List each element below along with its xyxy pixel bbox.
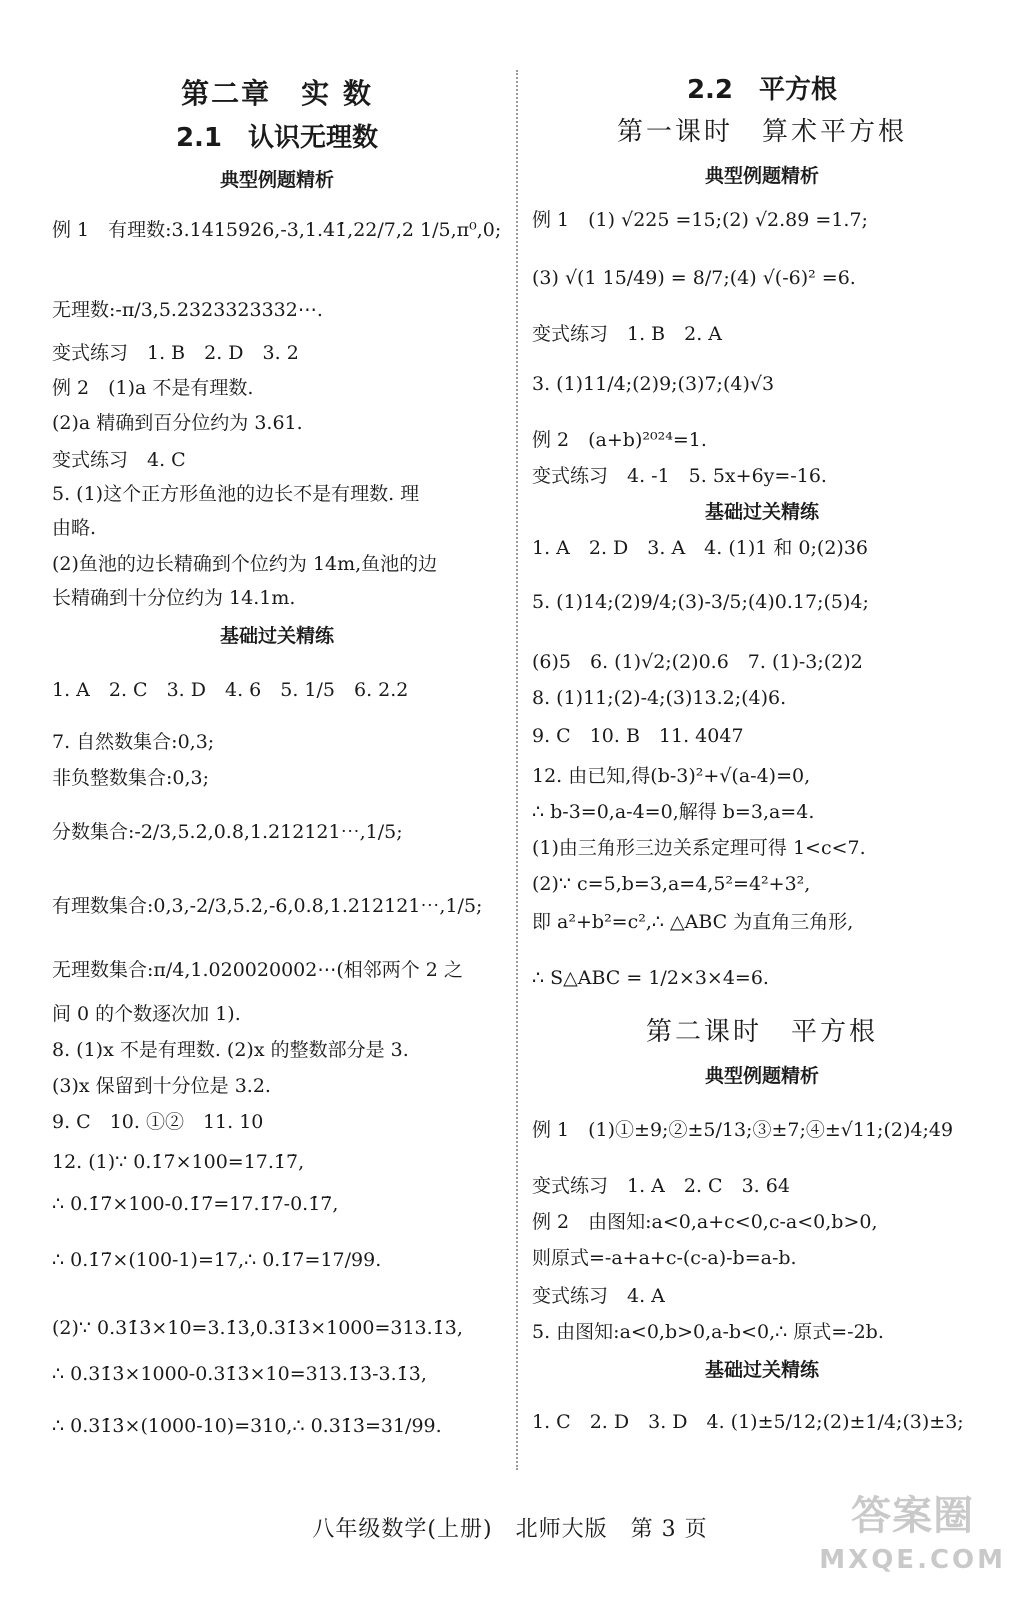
answer-line: 有理数集合:0,3,-2/3,5.2̇,-6,0.8,1.212121⋯,1/5; <box>52 895 483 917</box>
answer-line: 例 1 有理数:3.1415926,-3,1.41̇,22/7,2 1/5,π⁰,0; <box>52 219 502 241</box>
heading-typical-examples: 典型例题精析 <box>704 1065 819 1087</box>
heading-basic-practice: 基础过关精练 <box>704 501 819 523</box>
heading-typical-examples: 典型例题精析 <box>704 165 819 187</box>
heading-typical-examples: 典型例题精析 <box>219 169 334 191</box>
answer-line: (3) √(1 15/49) = 8/7;(4) √(-6)² =6. <box>532 267 856 289</box>
answer-line: 间 0 的个数逐次加 1). <box>52 1003 241 1025</box>
variant-practice-line: 变式练习 1. B 2. D 3. 2 <box>52 342 299 364</box>
answer-line: 9. C 10. B 11. 4047 <box>532 725 744 747</box>
answer-line: 1. C 2. D 3. D 4. (1)±5/12;(2)±1/4;(3)±3; <box>532 1411 964 1433</box>
section-title-2-1: 2.1 认识无理数 <box>175 123 379 153</box>
answer-line: (2)∵ c=5,b=3,a=4,5²=4²+3², <box>532 873 811 895</box>
answer-line: 例 2 (1)a 不是有理数. <box>52 377 254 399</box>
answer-line: 12. (1)∵ 0.1̇7̇×100=17.1̇7̇, <box>52 1151 305 1173</box>
answer-line: ∴ b-3=0,a-4=0,解得 b=3,a=4. <box>532 801 815 823</box>
lesson-2-title: 第二课时 平方根 <box>645 1017 878 1047</box>
answer-line: 无理数:-π/3,5.2323323332⋯. <box>52 299 323 321</box>
answer-line: 由略. <box>52 517 97 539</box>
watermark-logo <box>819 1494 1006 1582</box>
answer-line: 8. (1)11;(2)-4;(3)13.2;(4)6. <box>532 687 787 709</box>
answer-line: 分数集合:-2/3,5.2̇,0.8,1.212121⋯,1/5; <box>52 821 403 843</box>
answer-line: 5. (1)14;(2)9/4;(3)-3/5;(4)0.17;(5)4; <box>532 591 869 613</box>
watermark-text: 答案圈 <box>851 1493 975 1539</box>
answer-line: 1. A 2. D 3. A 4. (1)1 和 0;(2)36 <box>532 537 869 559</box>
column-divider <box>516 70 518 1470</box>
answer-line: ∴ 0.1̇7̇×100-0.1̇7̇=17.1̇7̇-0.1̇7̇, <box>52 1193 339 1215</box>
page-footer: 八年级数学(上册) 北师大版 第 3 页 <box>312 1517 708 1542</box>
answer-line: 3. (1)11/4;(2)9;(3)7;(4)√3 <box>532 373 775 395</box>
answer-line: ∴ 0.1̇7̇×(100-1)=17,∴ 0.1̇7̇=17/99. <box>52 1249 382 1271</box>
answer-line: 7. 自然数集合:0,3; <box>52 731 215 753</box>
variant-practice-line: 变式练习 4. -1 5. 5x+6y=-16. <box>532 465 827 487</box>
variant-practice-line: 变式练习 1. B 2. A <box>532 323 723 345</box>
answer-line: (2)鱼池的边长精确到个位约为 14m,鱼池的边 <box>52 553 438 575</box>
variant-practice-line: 变式练习 1. A 2. C 3. 64 <box>532 1175 790 1197</box>
answer-line: 无理数集合:π/4,1.020020002⋯(相邻两个 2 之 <box>52 959 463 981</box>
answer-line: ∴ S△ABC = 1/2×3×4=6. <box>532 967 769 989</box>
answer-line: (1)由三角形三边关系定理可得 1<c<7. <box>532 837 866 859</box>
section-title-2-2: 2.2 平方根 <box>686 75 838 105</box>
answer-line: (2)∵ 0.31̇3̇×10=3.1̇3̇,0.31̇3̇×1000=313.1̇3̇, <box>52 1317 463 1339</box>
answer-line: 例 2 (a+b)²⁰²⁴=1. <box>532 429 707 451</box>
answer-line: 则原式=-a+a+c-(c-a)-b=a-b. <box>532 1247 797 1269</box>
heading-basic-practice: 基础过关精练 <box>704 1359 819 1381</box>
variant-practice-line: 变式练习 4. C <box>52 449 186 471</box>
answer-line: 5. 由图知:a<0,b>0,a-b<0,∴ 原式=-2b. <box>532 1321 884 1343</box>
answer-line: 例 1 (1)①±9;②±5/13;③±7;④±√11;(2)4;49 <box>532 1119 954 1141</box>
answer-line: 即 a²+b²=c²,∴ △ABC 为直角三角形, <box>532 911 854 933</box>
variant-practice-line: 变式练习 4. A <box>532 1285 665 1307</box>
answer-line: (3)x 保留到十分位是 3.2. <box>52 1075 271 1097</box>
watermark-url: MXQE.COM <box>819 1545 1006 1575</box>
lesson-1-title: 第一课时 算术平方根 <box>616 117 907 147</box>
answer-line: (2)a 精确到百分位约为 3.61. <box>52 412 303 434</box>
answer-line: 12. 由已知,得(b-3)²+√(a-4)=0, <box>532 765 811 787</box>
answer-line: (6)5 6. (1)√2;(2)0.6 7. (1)-3;(2)2 <box>532 651 863 673</box>
answer-line: 例 2 由图知:a<0,a+c<0,c-a<0,b>0, <box>532 1211 878 1233</box>
answer-line: 5. (1)这个正方形鱼池的边长不是有理数. 理 <box>52 483 420 505</box>
answer-line: 1. A 2. C 3. D 4. 6 5. 1/5 6. 2.2 <box>52 679 409 701</box>
answer-line: 非负整数集合:0,3; <box>52 767 210 789</box>
heading-basic-practice: 基础过关精练 <box>219 625 334 647</box>
answer-line: 例 1 (1) √225 =15;(2) √2.89 =1.7; <box>532 209 868 231</box>
answer-line: 9. C 10. ①② 11. 10 <box>52 1111 264 1133</box>
answer-line: 长精确到十分位约为 14.1m. <box>52 587 296 609</box>
chapter-title: 第二章 实 数 <box>181 77 373 110</box>
answer-line: 8. (1)x 不是有理数. (2)x 的整数部分是 3. <box>52 1039 409 1061</box>
answer-line: ∴ 0.31̇3̇×(1000-10)=310,∴ 0.31̇3̇=31/99. <box>52 1415 442 1437</box>
answer-line: ∴ 0.31̇3̇×1000-0.31̇3̇×10=313.1̇3̇-3.1̇3̇, <box>52 1363 427 1385</box>
